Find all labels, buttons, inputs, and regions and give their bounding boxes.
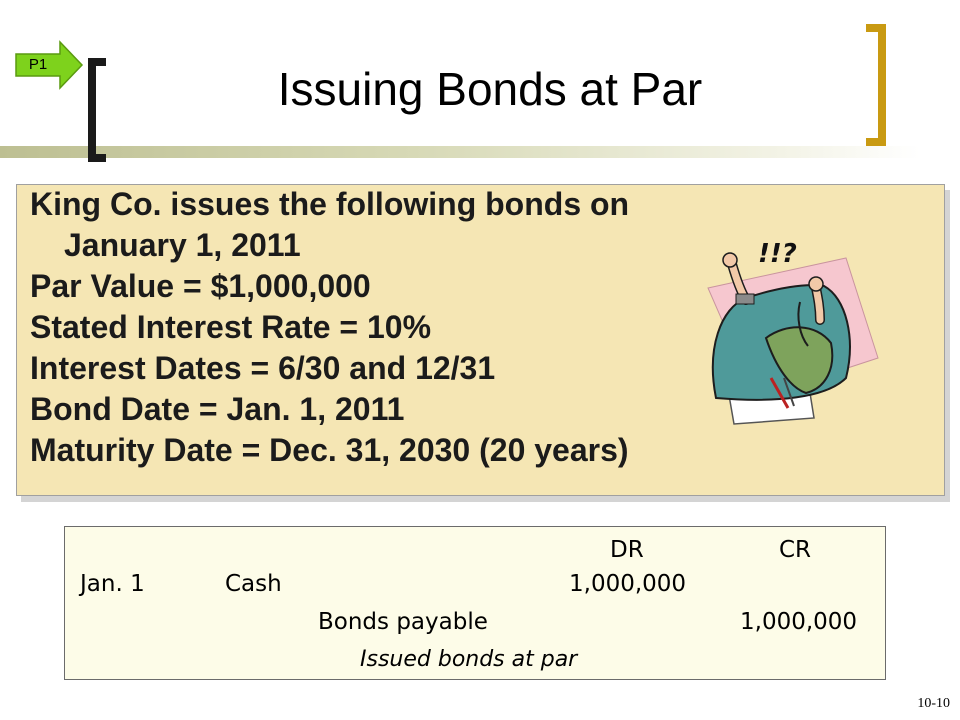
- entry-explanation: Issued bonds at par: [360, 647, 578, 672]
- debit-amount: 1,000,000: [569, 571, 687, 597]
- detail-line-maturity-date: Maturity Date = Dec. 31, 2030 (20 years): [30, 432, 629, 468]
- right-bracket-decoration: [866, 24, 886, 146]
- credit-account: Bonds payable: [318, 609, 488, 635]
- journal-entry-table: [64, 526, 886, 680]
- header-band: [0, 146, 920, 158]
- left-bracket-decoration: [88, 58, 106, 162]
- dr-column-header: DR: [610, 537, 644, 563]
- detail-line-issue-date: January 1, 2011: [64, 227, 301, 263]
- slide-number: 10-10: [917, 696, 950, 711]
- slide-title: Issuing Bonds at Par: [277, 63, 703, 115]
- cr-column-header: CR: [779, 537, 812, 563]
- detail-line-issuer: King Co. issues the following bonds on: [30, 186, 630, 222]
- objective-tag: P1: [28, 56, 48, 73]
- detail-line-interest-dates: Interest Dates = 6/30 and 12/31: [30, 350, 496, 386]
- detail-line-bond-date: Bond Date = Jan. 1, 2011: [30, 391, 405, 427]
- svg-text:!!?: !!?: [758, 239, 797, 269]
- debit-account: Cash: [225, 571, 282, 597]
- detail-line-interest-rate: Stated Interest Rate = 10%: [30, 309, 432, 345]
- worried-businessman-clipart: [696, 228, 886, 428]
- bond-details: [30, 184, 790, 471]
- entry-date: Jan. 1: [80, 571, 145, 597]
- credit-amount: 1,000,000: [740, 609, 858, 635]
- detail-line-par-value: Par Value = $1,000,000: [30, 268, 371, 304]
